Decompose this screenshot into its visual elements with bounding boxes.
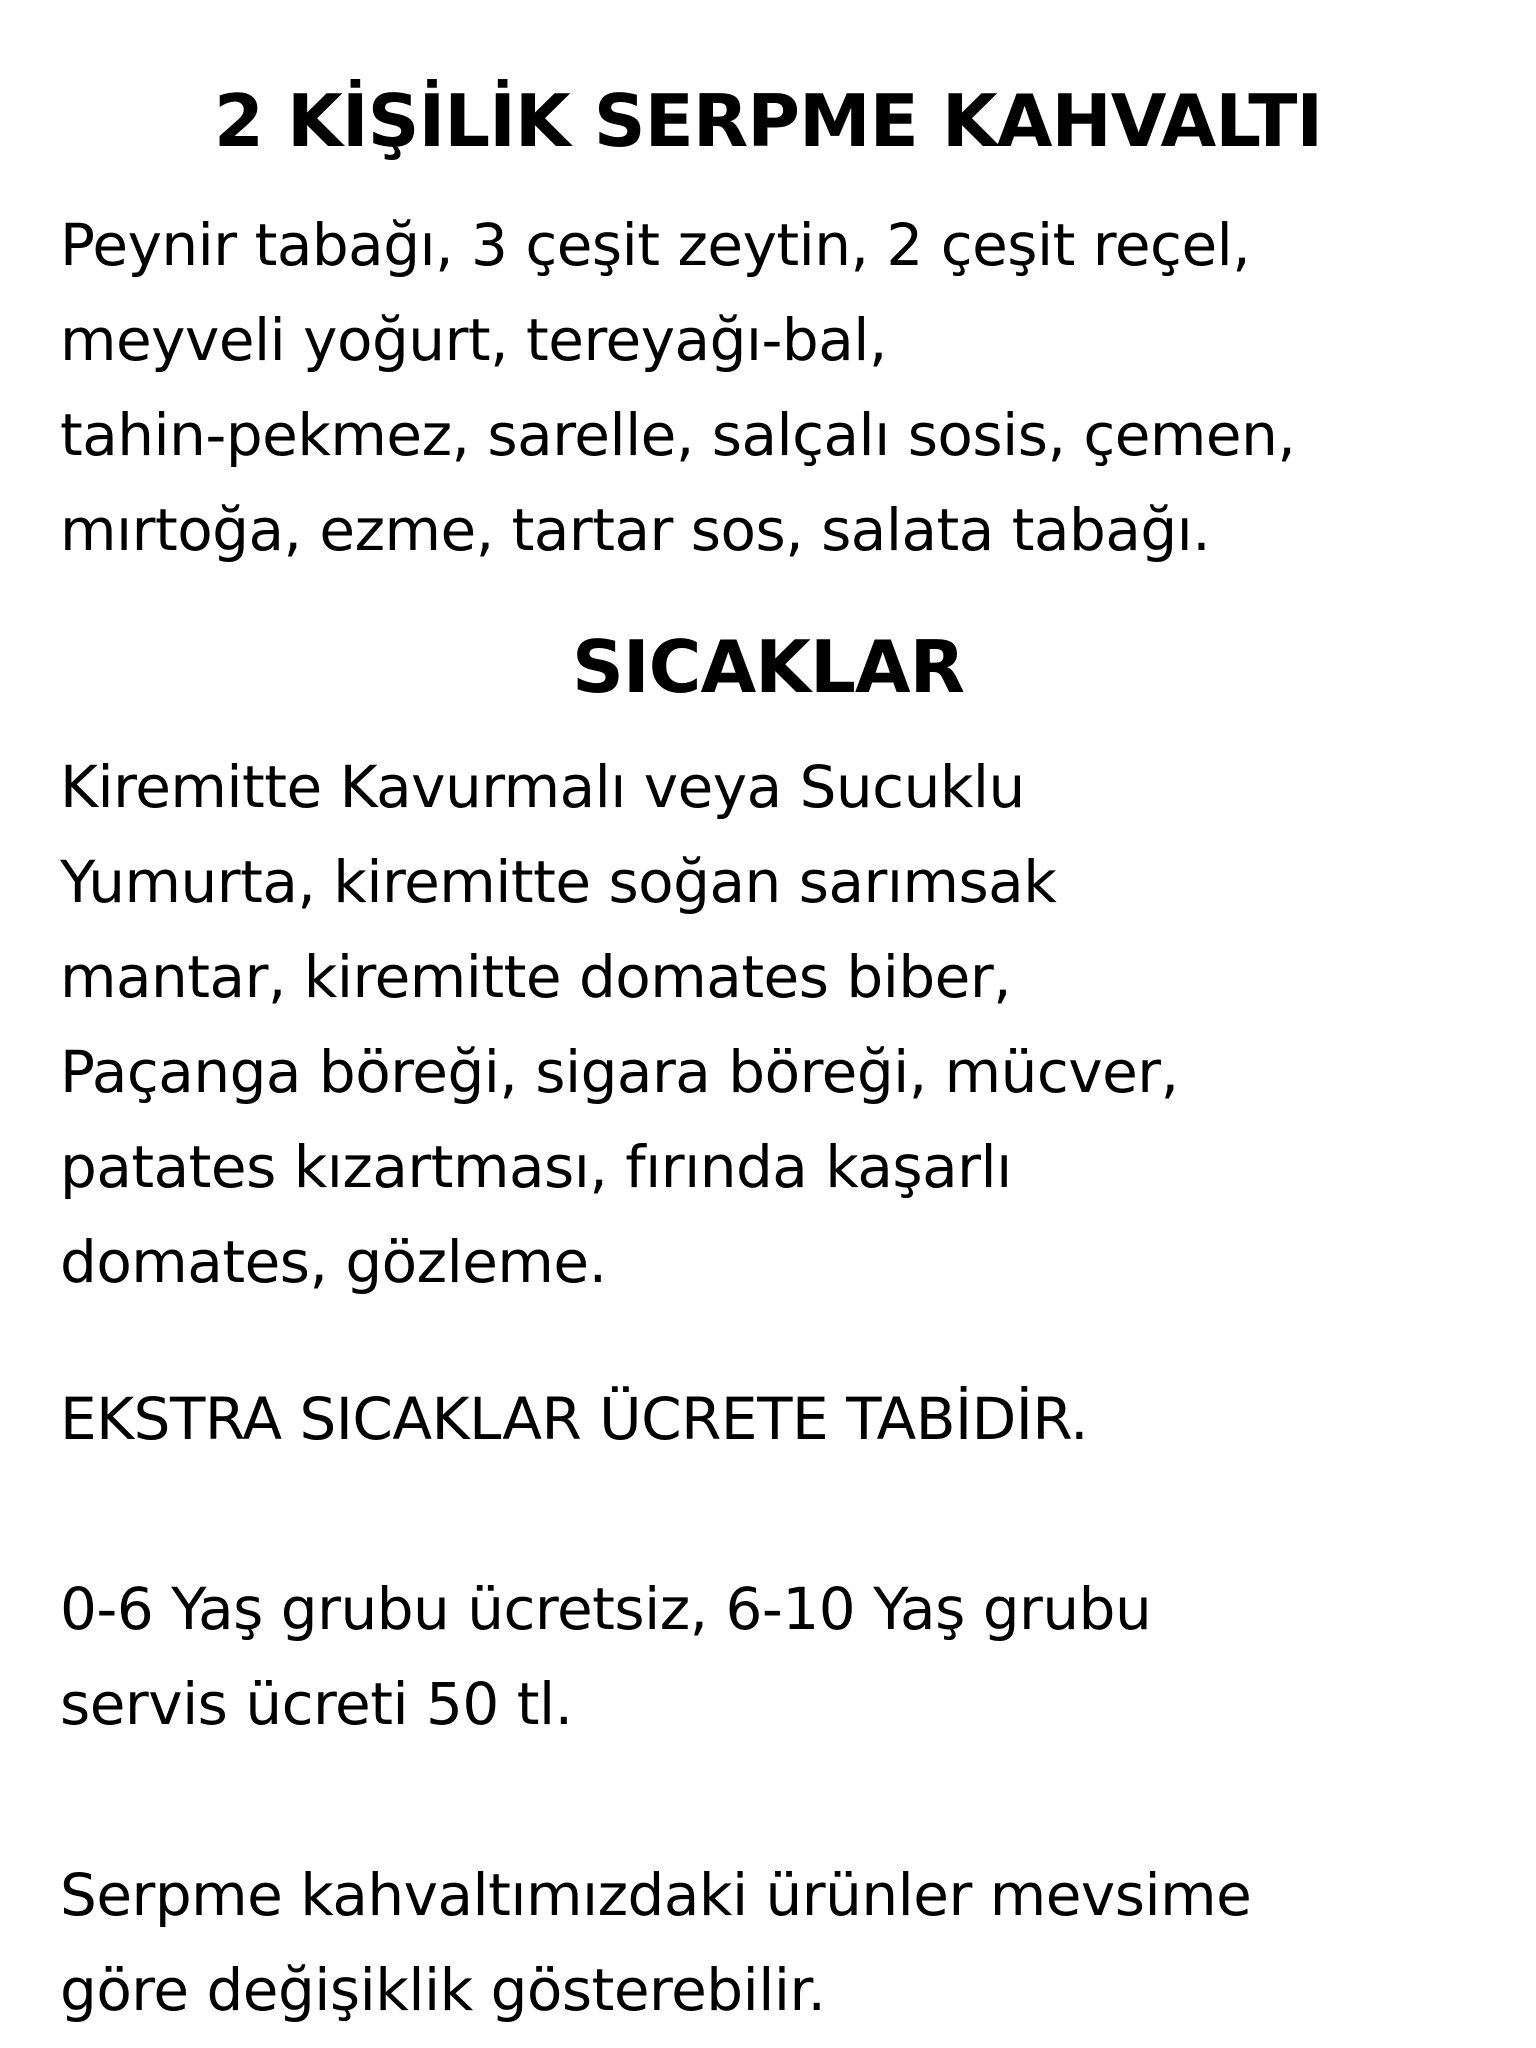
seasonal-line: göre değişiklik gösterebilir.	[60, 1956, 826, 2024]
age-pricing-line: 0-6 Yaş grubu ücretsiz, 6-10 Yaş grubu	[60, 1575, 1152, 1643]
breakfast-line: mırtoğa, ezme, tartar sos, salata tabağı.	[60, 496, 1211, 564]
extra-charge-note	[60, 1372, 1500, 1467]
hot-line: Paçanga böreği, sigara böreği, mücver,	[60, 1038, 1179, 1106]
breakfast-items	[60, 198, 1500, 578]
hot-line: Yumurta, kiremitte soğan sarımsak	[60, 848, 1057, 916]
hot-line: Kiremitte Kavurmalı veya Sucuklu	[60, 753, 1025, 821]
age-pricing-line: servis ücreti 50 tl.	[60, 1670, 573, 1738]
age-pricing-note	[60, 1562, 1500, 1752]
seasonal-note	[60, 1848, 1500, 2038]
extra-charge-line: EKSTRA SICAKLAR ÜCRETE TABİDİR.	[60, 1385, 1089, 1453]
seasonal-line: Serpme kahvaltımızdaki ürünler mevsime	[60, 1861, 1252, 1929]
breakfast-line: tahin-pekmez, sarelle, salçalı sosis, çemen,	[60, 401, 1296, 469]
hot-items	[60, 740, 1500, 1310]
hot-line: mantar, kiremitte domates biber,	[60, 943, 1012, 1011]
hot-section-title: SICAKLAR	[571, 625, 965, 709]
breakfast-title: 2 KİŞİLİK SERPME KAHVALTI	[213, 79, 1323, 163]
hot-line: patates kızartması, fırında kaşarlı	[60, 1133, 1012, 1201]
breakfast-line: Peynir tabağı, 3 çeşit zeytin, 2 çeşit reçel,	[60, 211, 1251, 279]
hot-line: domates, gözleme.	[60, 1228, 607, 1296]
breakfast-line: meyveli yoğurt, tereyağı-bal,	[60, 306, 887, 374]
